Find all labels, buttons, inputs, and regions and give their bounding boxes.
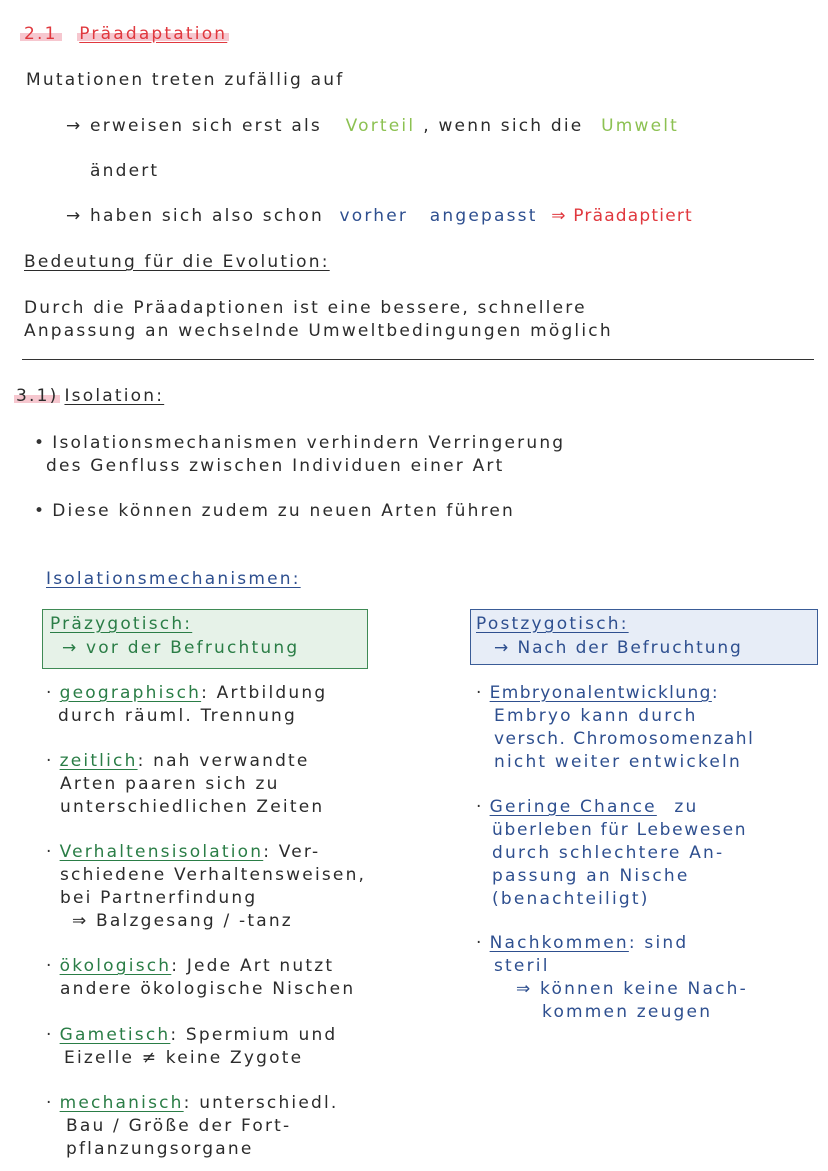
isolation-bullet-1-cont: des Genfluss zwischen Individuen einer Art: [46, 456, 505, 476]
item-line: Embryo kann durch: [494, 706, 698, 726]
item-line: ⇒ können keine Nach-: [516, 979, 748, 999]
postzygotic-subtitle: → Nach der Befruchtung: [494, 638, 743, 658]
item-line: : Jede Art nutzt: [171, 956, 335, 976]
item-line: ⇒ Balzgesang / -tanz: [72, 911, 293, 931]
arrow-line-1: [66, 115, 679, 138]
prezygotic-item-verhalten: [46, 841, 366, 933]
item-line: : Ver-: [263, 842, 321, 862]
arrow-line-1-cont: ändert: [90, 161, 160, 181]
item-line: Eizelle ≠ keine Zygote: [64, 1048, 304, 1068]
bullet-2-text: Diese können zudem zu neuen Arten führen: [52, 501, 516, 521]
bullet-dot: ·: [46, 842, 54, 862]
item-line: : Artbildung: [201, 683, 328, 703]
item-line: Bau / Größe der Fort-: [66, 1116, 292, 1136]
prezygotic-item-zeitlich: [46, 750, 324, 819]
prezygotic-title: Präzygotisch:: [50, 614, 193, 634]
item-line: zu: [666, 797, 699, 817]
keyword-vorteil: Vorteil: [345, 116, 416, 136]
arrow-line-2-text: → haben sich also schon: [66, 206, 324, 226]
postzygotic-item-chance: [476, 796, 747, 911]
item-line: : unterschiedl.: [183, 1093, 339, 1113]
bullet-dot: ·: [476, 933, 484, 953]
term-geringe-chance: Geringe Chance: [489, 797, 657, 817]
item-line: steril: [494, 956, 550, 976]
bullet-dot: ·: [46, 751, 54, 771]
item-line: Arten paaren sich zu: [60, 774, 280, 794]
item-line: : Spermium und: [170, 1025, 338, 1045]
postzygotic-item-nachkommen: [476, 932, 748, 1024]
section-number-isolation: 3.1): [16, 386, 59, 406]
mechanisms-heading: Isolationsmechanismen:: [46, 569, 301, 589]
item-line: (benachteiligt): [492, 889, 650, 909]
bullet-dot: ·: [46, 1093, 54, 1113]
prezygotic-item-mechanisch: [46, 1092, 339, 1161]
meaning-heading: Bedeutung für die Evolution:: [24, 252, 330, 272]
divider: [22, 359, 814, 360]
item-line: : nah verwandte: [137, 751, 310, 771]
keyword-praeadaptiert: ⇒ Präadaptiert: [551, 206, 693, 226]
term-mechanisch: mechanisch: [59, 1093, 184, 1113]
meaning-line-1: Durch die Präadaptionen ist eine bessere, schnellere: [24, 298, 587, 318]
mutations-line: Mutationen treten zufällig auf: [26, 70, 345, 90]
prezygotic-item-gametisch: [46, 1024, 337, 1070]
isolation-bullet-2: [34, 500, 515, 523]
prezygotic-item-geographisch: [46, 682, 327, 728]
prezygotic-item-oekologisch: [46, 955, 355, 1001]
isolation-bullet-1: [34, 432, 565, 455]
arrow-line-2: [66, 205, 693, 228]
bullet-dot: ·: [46, 683, 54, 703]
item-line: durch schlechtere An-: [492, 843, 725, 863]
term-zeitlich: zeitlich: [59, 751, 138, 771]
term-verhaltensisolation: Verhaltensisolation: [59, 842, 264, 862]
section-number: 2.1: [20, 24, 62, 44]
prezygotic-subtitle: → vor der Befruchtung: [62, 638, 300, 658]
item-line: kommen zeugen: [542, 1002, 713, 1022]
meaning-line-2: Anpassung an wechselnde Umweltbedingungen möglich: [24, 321, 613, 341]
section-heading-praeadaptation: [20, 23, 229, 46]
keyword-vorher: vorher: [339, 206, 409, 226]
keyword-umwelt: Umwelt: [601, 116, 680, 136]
bullet-dot: •: [34, 501, 47, 521]
item-line: : sind: [628, 933, 689, 953]
postzygotic-item-embryonal: [476, 682, 754, 774]
bullet-1-line-1: Isolationsmechanismen verhindern Verringerung: [52, 433, 566, 453]
term-oekologisch: ökologisch: [59, 956, 172, 976]
section-title: Präadaptation: [79, 24, 228, 44]
bullet-dot: ·: [476, 683, 484, 703]
term-embryonalentwicklung: Embryonalentwicklung: [489, 683, 712, 703]
item-line: schiedene Verhaltensweisen,: [60, 865, 367, 885]
item-line: durch räuml. Trennung: [58, 706, 298, 726]
postzygotic-title: Postzygotisch:: [476, 614, 629, 634]
keyword-angepasst: angepasst: [429, 206, 538, 226]
arrow-line-1-text-b: , wenn sich die: [423, 116, 584, 136]
item-line: pflanzungsorgane: [66, 1139, 254, 1159]
item-line: nicht weiter entwickeln: [494, 752, 742, 772]
bullet-dot: ·: [46, 1025, 54, 1045]
item-line: unterschiedlichen Zeiten: [60, 797, 325, 817]
item-line: versch. Chromosomenzahl: [494, 729, 755, 749]
item-line: bei Partnerfindung: [60, 888, 258, 908]
term-geographisch: geographisch: [59, 683, 202, 703]
item-line: :: [711, 683, 720, 703]
item-line: passung an Nische: [492, 866, 690, 886]
bullet-dot: ·: [476, 797, 484, 817]
section-heading-isolation: [14, 385, 164, 408]
item-line: andere ökologische Nischen: [60, 979, 356, 999]
bullet-dot: ·: [46, 956, 54, 976]
term-gametisch: Gametisch: [59, 1025, 171, 1045]
term-nachkommen: Nachkommen: [489, 933, 629, 953]
item-line: überleben für Lebewesen: [492, 820, 748, 840]
section-title-isolation: Isolation:: [64, 386, 165, 406]
bullet-dot: •: [34, 433, 47, 453]
arrow-line-1-text: → erweisen sich erst als: [66, 116, 322, 136]
